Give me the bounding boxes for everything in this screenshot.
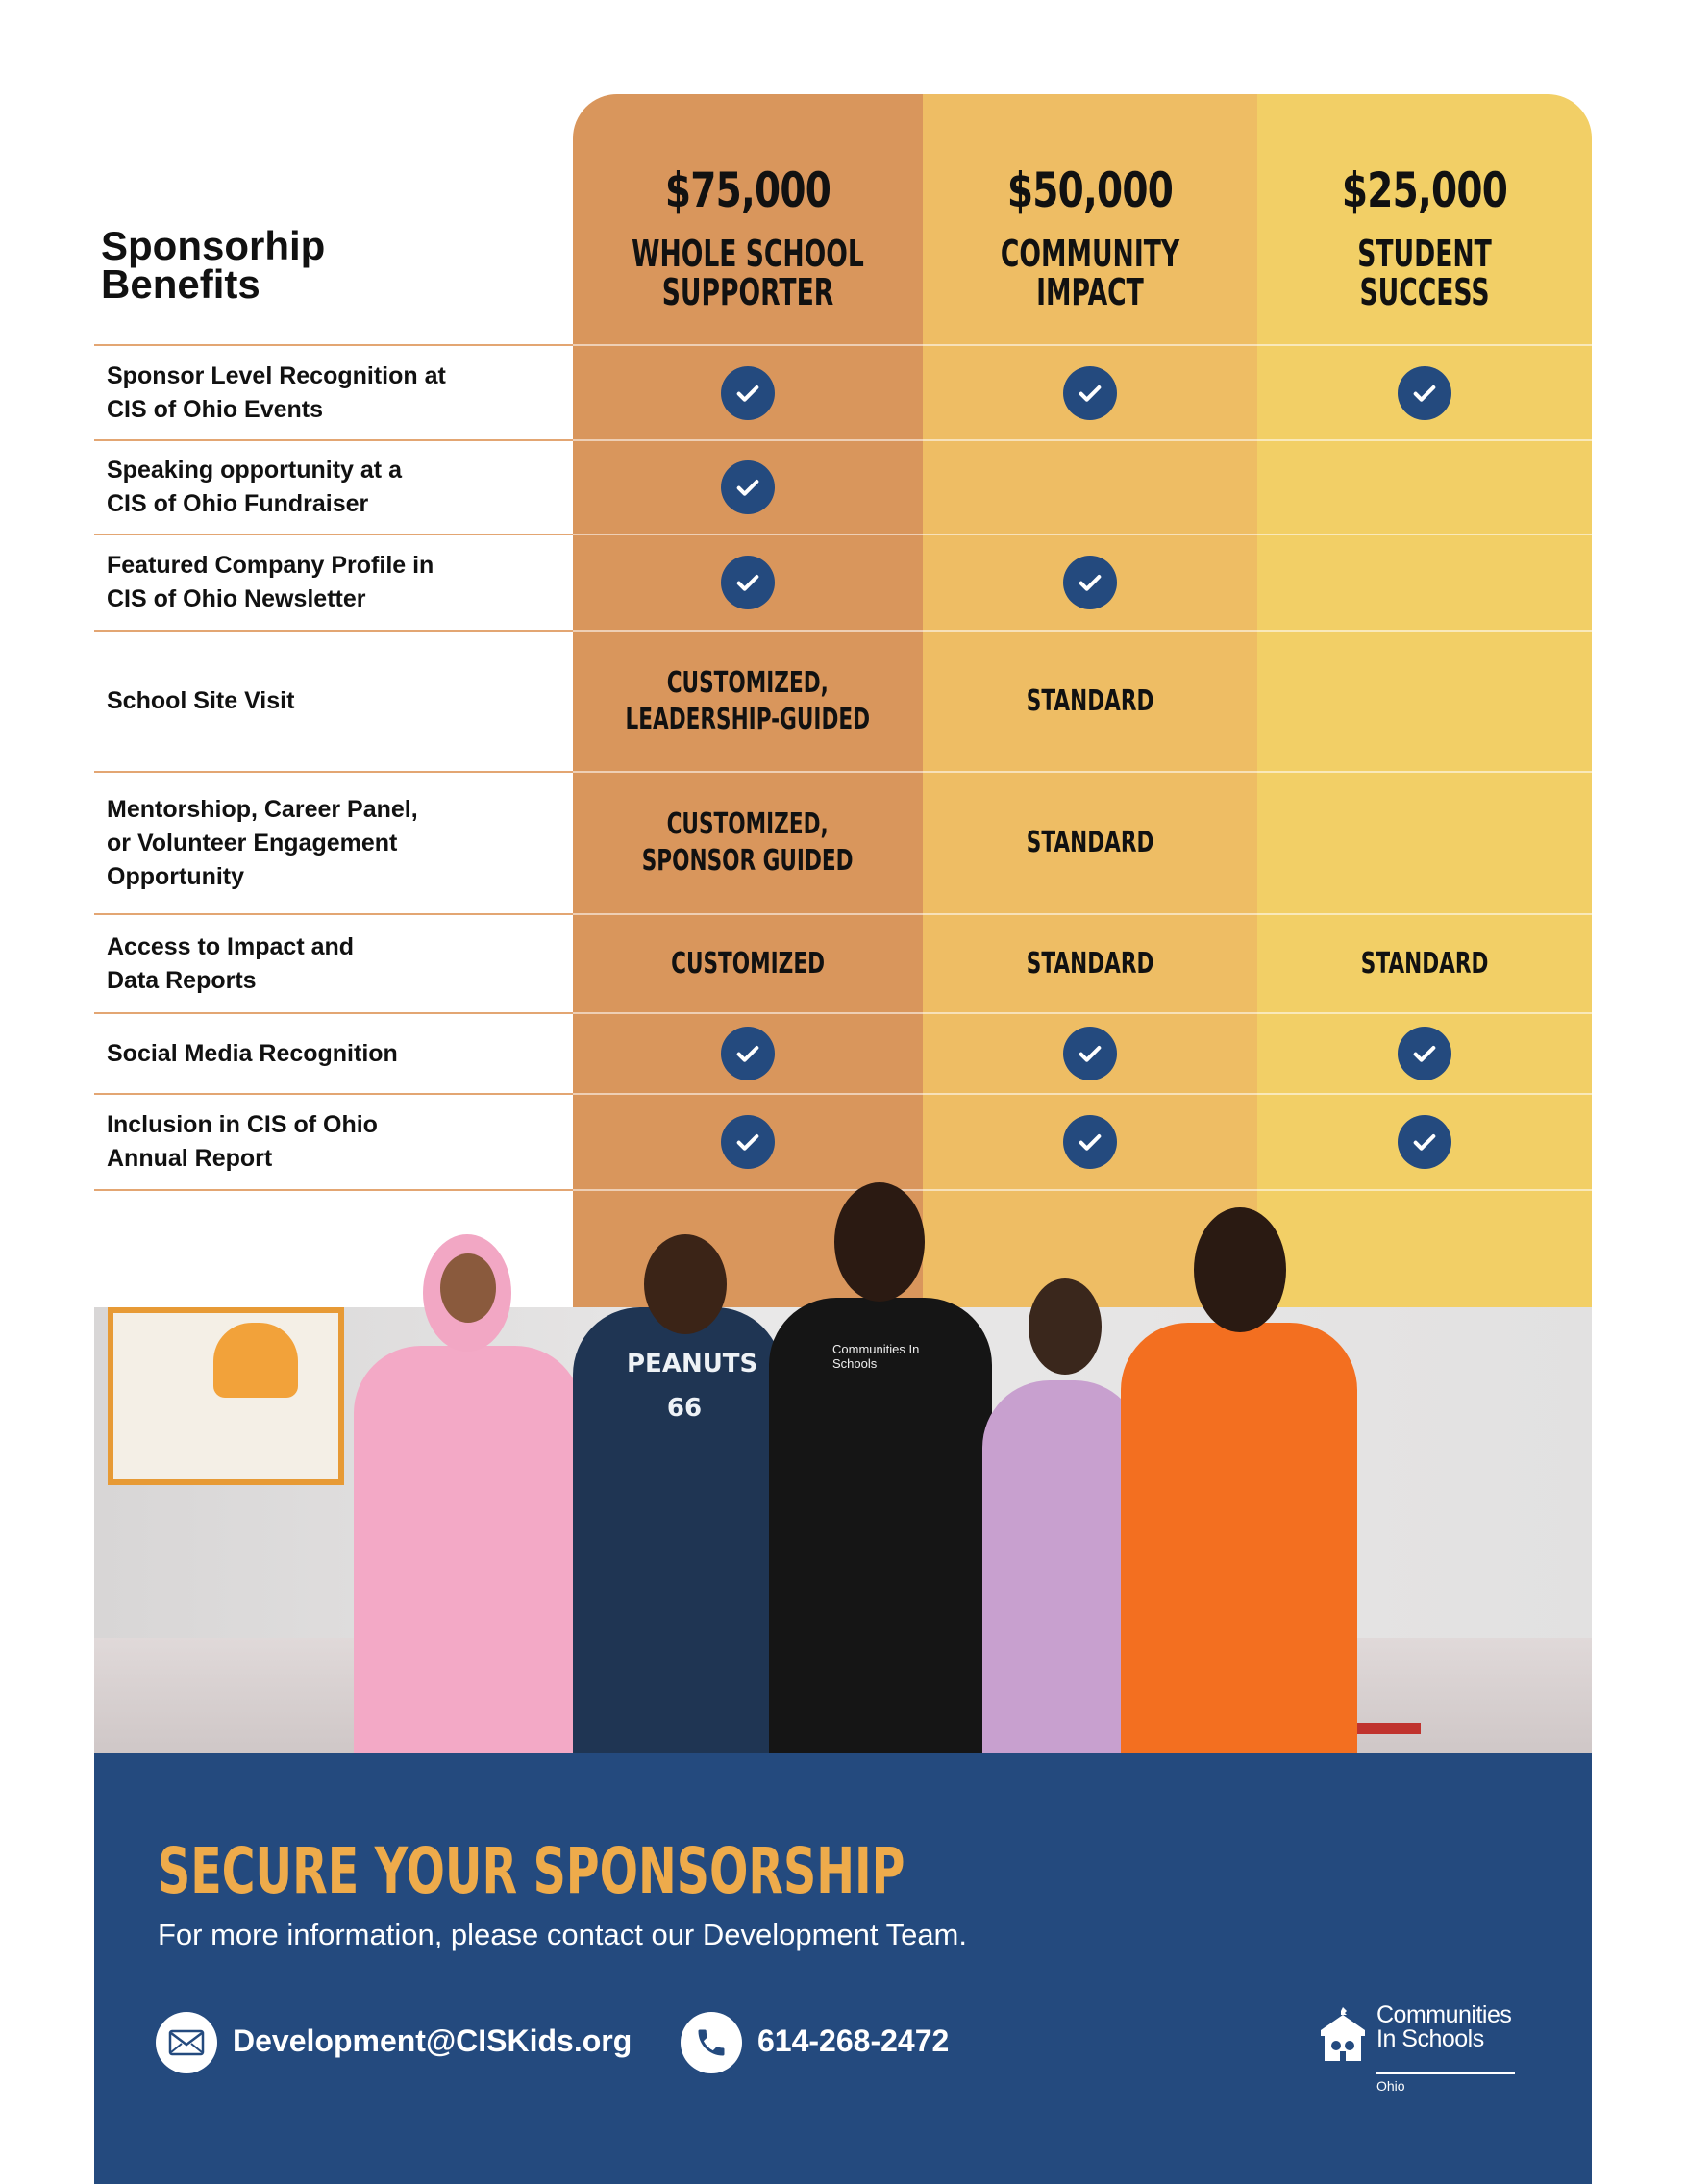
cell-text: CUSTOMIZED	[671, 946, 825, 980]
check-circle-icon	[721, 366, 775, 420]
cell	[573, 1014, 923, 1093]
cta-subtitle: For more information, please contact our Development Team.	[158, 1918, 967, 1951]
benefit-label: Sponsor Level Recognition at CIS of Ohio Events	[107, 361, 446, 423]
tier-name: STUDENT SUCCESS	[1357, 233, 1492, 313]
tshirt-logo-text: Communities In Schools	[832, 1342, 920, 1371]
check-circle-icon	[1398, 1027, 1451, 1080]
check-circle-icon	[1063, 1115, 1117, 1169]
check-circle-icon	[1063, 366, 1117, 420]
logo-divider	[1376, 2072, 1515, 2074]
check-circle-icon	[1063, 556, 1117, 609]
tier-price: $50,000	[1006, 162, 1174, 218]
tier-header-community-impact	[923, 163, 1257, 311]
cell	[573, 632, 923, 771]
logo-name: Communities In Schools	[1376, 2001, 1512, 2052]
check-circle-icon	[1398, 366, 1451, 420]
cell	[573, 773, 923, 913]
benefit-label: Mentorshiop, Career Panel, or Volunteer Engagement Opportunity	[107, 795, 418, 890]
cell	[923, 773, 1257, 913]
student-head	[1194, 1207, 1286, 1332]
tier-price: $75,000	[664, 162, 831, 218]
logo-state: Ohio	[1376, 2078, 1405, 2094]
phone-link[interactable]: 614-268-2472	[757, 2023, 950, 2058]
check-circle-icon	[1398, 1115, 1451, 1169]
student-lilac-tshirt	[982, 1380, 1142, 1753]
cell	[573, 1095, 923, 1189]
phone-icon	[681, 2012, 742, 2073]
bulletin-board	[108, 1307, 344, 1485]
cell	[1257, 1014, 1592, 1093]
cta-heading: SECURE YOUR SPONSORSHIP	[158, 1834, 905, 1908]
cell	[923, 632, 1257, 771]
check-circle-icon	[721, 1115, 775, 1169]
cell-text: CUSTOMIZED, SPONSOR GUIDED	[642, 807, 854, 878]
tier-header-student-success	[1257, 163, 1592, 311]
footer-panel	[94, 1753, 1592, 2184]
cell	[573, 441, 923, 534]
cell-text: STANDARD	[1026, 946, 1154, 980]
cell	[923, 535, 1257, 630]
cell	[573, 346, 923, 439]
cell	[1257, 1095, 1592, 1189]
pie-drawing	[213, 1323, 298, 1398]
benefit-label: Featured Company Profile in CIS of Ohio Newsletter	[107, 552, 434, 612]
school-house-icon	[1315, 2003, 1371, 2063]
student-pink-hoodie	[354, 1346, 583, 1753]
check-circle-icon	[1063, 1027, 1117, 1080]
cell	[573, 915, 923, 1012]
cell-text: STANDARD	[1026, 826, 1154, 859]
benefit-label: Speaking opportunity at a CIS of Ohio Fundraiser	[107, 457, 402, 517]
tier-name: COMMUNITY IMPACT	[1000, 233, 1180, 313]
cell-text: STANDARD	[1026, 683, 1154, 718]
benefit-label: Access to Impact and Data Reports	[107, 932, 355, 994]
check-circle-icon	[721, 556, 775, 609]
cell-text: STANDARD	[1360, 946, 1489, 980]
adult-head	[834, 1182, 925, 1302]
student-head	[644, 1234, 727, 1334]
tier-name: WHOLE SCHOOL SUPPORTER	[632, 233, 864, 313]
row-divider	[573, 1189, 1592, 1191]
cell-text: CUSTOMIZED, LEADERSHIP-GUIDED	[625, 665, 871, 736]
tier-price: $25,000	[1341, 162, 1508, 218]
cell	[923, 915, 1257, 1012]
check-circle-icon	[721, 1027, 775, 1080]
benefit-label: Inclusion in CIS of Ohio Annual Report	[107, 1111, 378, 1172]
cis-ohio-logo	[1315, 2001, 1526, 2097]
benefit-label: Social Media Recognition	[107, 1039, 398, 1067]
cell	[1257, 346, 1592, 439]
row-divider	[94, 1189, 573, 1191]
cell	[1257, 915, 1592, 1012]
envelope-icon	[156, 2012, 217, 2073]
student-head	[1029, 1278, 1102, 1375]
cell	[923, 1014, 1257, 1093]
sweatshirt-print: PEANUTS 66	[627, 1350, 758, 1423]
tier-header-whole-school	[573, 163, 923, 311]
benefit-label: School Site Visit	[107, 687, 295, 714]
cell	[923, 1095, 1257, 1189]
student-face	[440, 1253, 496, 1323]
check-circle-icon	[721, 460, 775, 514]
cell	[573, 535, 923, 630]
student-orange-tshirt	[1121, 1323, 1357, 1753]
page-title: Sponsorhip Benefits	[101, 223, 326, 307]
cell	[923, 346, 1257, 439]
email-link[interactable]: Development@CISKids.org	[233, 2023, 632, 2058]
